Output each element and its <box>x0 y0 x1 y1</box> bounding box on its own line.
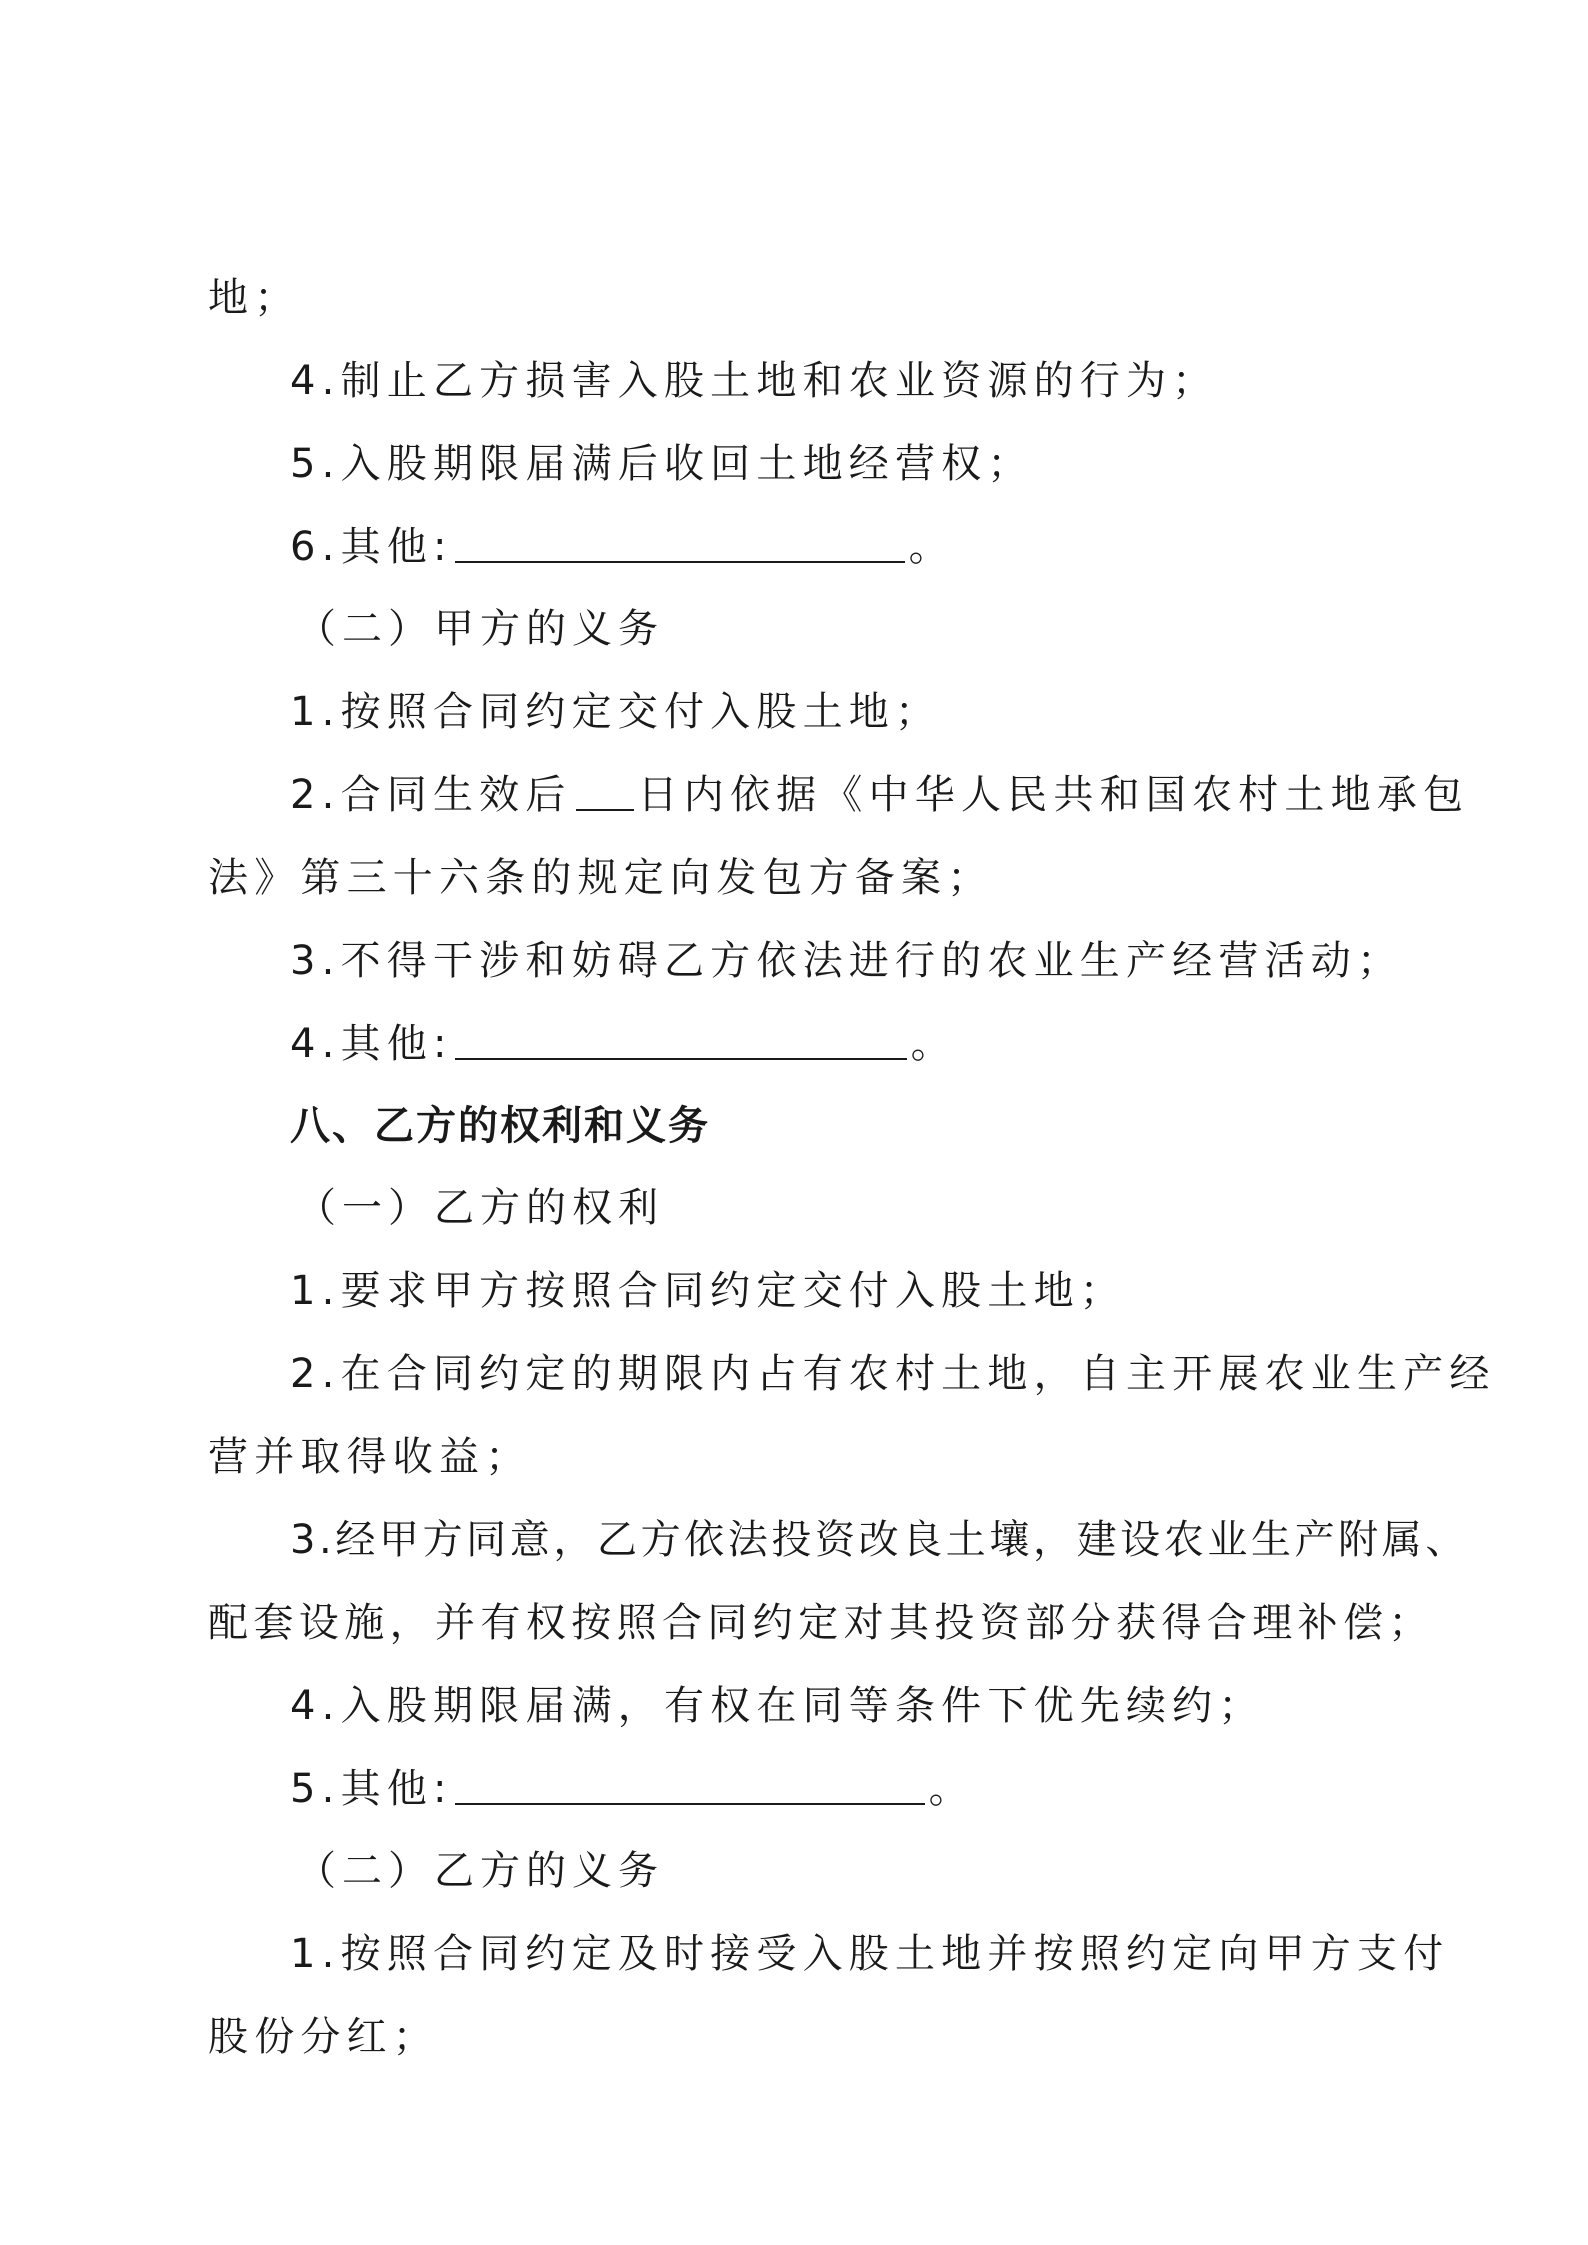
fill-blank[interactable] <box>455 1761 925 1805</box>
obligation-item: 5.入股期限届满后收回土地经营权； <box>290 441 1034 487</box>
obligation-item: 1.按照合同约定交付入股土地； <box>290 689 942 735</box>
item-end: 。 <box>908 524 955 570</box>
item-label: 2.合同生效后 <box>290 772 572 818</box>
section-subheading: （二）甲方的义务 <box>296 606 664 652</box>
other-item-line <box>290 1016 957 1072</box>
days-blank[interactable] <box>576 767 634 811</box>
obligation-item: 1.按照合同约定及时接受入股土地并按照约定向甲方支付 <box>290 1931 1450 1977</box>
text-line: 股份分红； <box>208 2014 439 2060</box>
text-line: 法》第三十六条的规定向发包方备案； <box>208 855 994 901</box>
item-text: 日内依据《中华人民共和国农村土地承包 <box>637 772 1470 818</box>
right-item: 3.经甲方同意，乙方依法投资改良土壤，建设农业生产附属、 <box>290 1517 1469 1563</box>
right-item: 2.在合同约定的期限内占有农村土地，自主开展农业生产经 <box>290 1351 1496 1397</box>
other-item-line <box>290 519 955 575</box>
item-end: 。 <box>910 1021 957 1067</box>
text-line: 配套设施，并有权按照合同约定对其投资部分获得合理补偿； <box>208 1600 1434 1646</box>
obligation-item: 4.制止乙方损害入股土地和农业资源的行为； <box>290 358 1219 404</box>
fill-blank[interactable] <box>455 519 905 563</box>
section-heading: 八、乙方的权利和义务 <box>290 1103 710 1149</box>
right-item: 1.要求甲方按照合同约定交付入股土地； <box>290 1268 1126 1314</box>
fill-blank[interactable] <box>455 1016 907 1060</box>
item-label: 6.其他: <box>290 524 453 570</box>
other-item-line <box>290 1761 975 1817</box>
right-item: 4.入股期限届满，有权在同等条件下优先续约； <box>290 1683 1265 1729</box>
obligation-item-line <box>290 767 1469 823</box>
text-line: 营并取得收益； <box>208 1434 532 1480</box>
item-label: 5.其他: <box>290 1766 453 1812</box>
obligation-item: 3.不得干涉和妨碍乙方依法进行的农业生产经营活动； <box>290 938 1404 984</box>
section-subheading: （一）乙方的权利 <box>296 1185 664 1231</box>
item-end: 。 <box>928 1766 975 1812</box>
text-line: 地； <box>208 275 301 321</box>
section-subheading: （二）乙方的义务 <box>296 1848 664 1894</box>
item-label: 4.其他: <box>290 1021 453 1067</box>
